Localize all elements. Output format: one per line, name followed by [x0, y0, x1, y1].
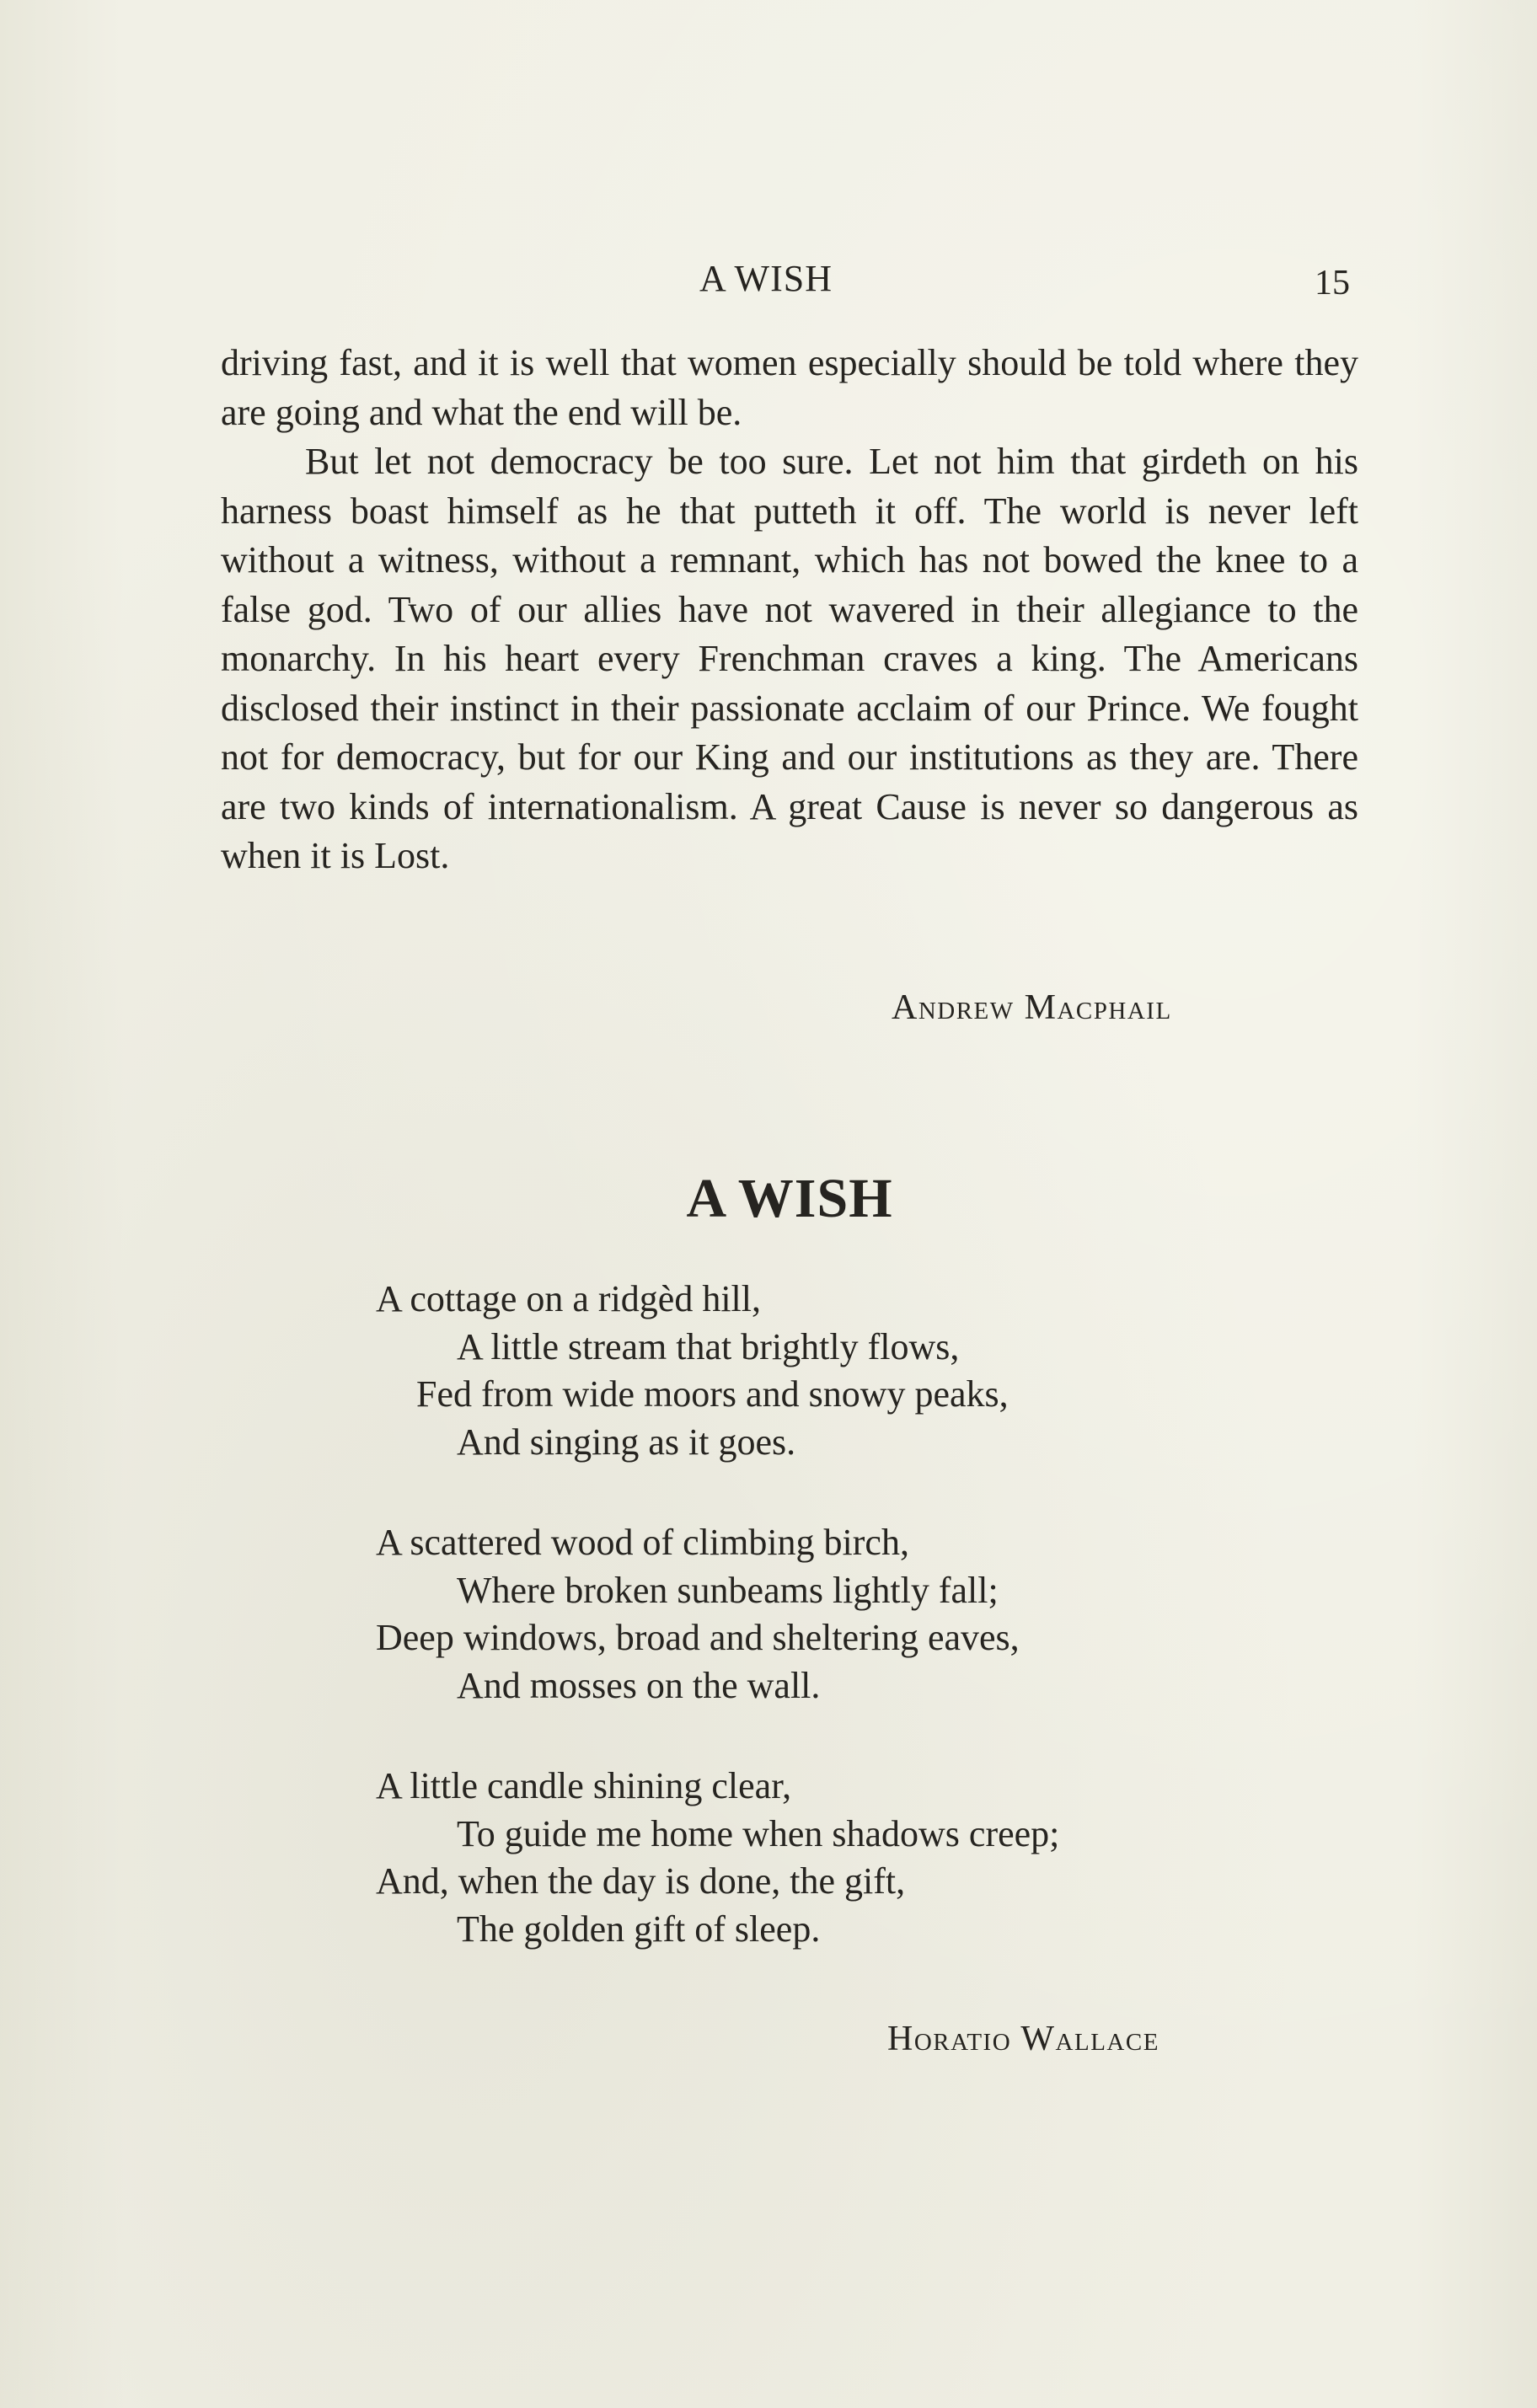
- poem-line: Deep windows, broad and sheltering eaves,: [376, 1617, 1020, 1658]
- poem-line: A little stream that brightly flows,: [457, 1325, 960, 1367]
- page-number: 15: [1315, 264, 1350, 302]
- essay-paragraph: But let not democracy be too sure. Let not him that girdeth on his harness boast himself as he that putteth it off. The world is never left without a witness, without a remnant, which has not bowed the knee to a false god. Two of our allies have not wavered in their allegiance to the monarchy. In his heart every Frenchman craves a king. The Americans disclosed their instinct in their passionate acclaim of our Prince. We fought not for democracy, but for our King and our institutions as they are. There are two kinds of internationalism. A great Cause is never so dangerous as when it is Lost.: [221, 441, 1358, 876]
- poem-line: To guide me home when shadows creep;: [457, 1812, 1060, 1854]
- poem-author: Horatio Wallace: [887, 2020, 1159, 2058]
- poem-line: And mosses on the wall.: [457, 1664, 821, 1706]
- poem-line: Where broken sunbeams lightly fall;: [457, 1569, 999, 1611]
- poem-line: And singing as it goes.: [457, 1421, 796, 1463]
- essay-author: Andrew Macphail: [892, 988, 1172, 1027]
- poem-title: A WISH: [686, 1168, 893, 1229]
- poem-line: A scattered wood of climbing birch,: [376, 1522, 909, 1563]
- poem-body: [376, 1276, 1059, 1953]
- essay-text: [221, 339, 1358, 881]
- essay-paragraph: driving fast, and it is well that women especially should be told where they are going and what the end will be.: [221, 342, 1358, 433]
- poem-line: The golden gift of sleep.: [457, 1908, 821, 1950]
- poem-line: And, when the day is done, the gift,: [376, 1860, 906, 1902]
- running-head: A WISH: [699, 258, 833, 299]
- poem-line: Fed from wide moors and snowy peaks,: [416, 1373, 1009, 1415]
- poem-stanza: [376, 1763, 1059, 1953]
- poem-stanza: [376, 1519, 1059, 1710]
- poem-line: A little candle shining clear,: [376, 1765, 792, 1806]
- poem-line: A cottage on a ridgèd hill,: [376, 1278, 761, 1319]
- poem-stanza: [376, 1276, 1059, 1466]
